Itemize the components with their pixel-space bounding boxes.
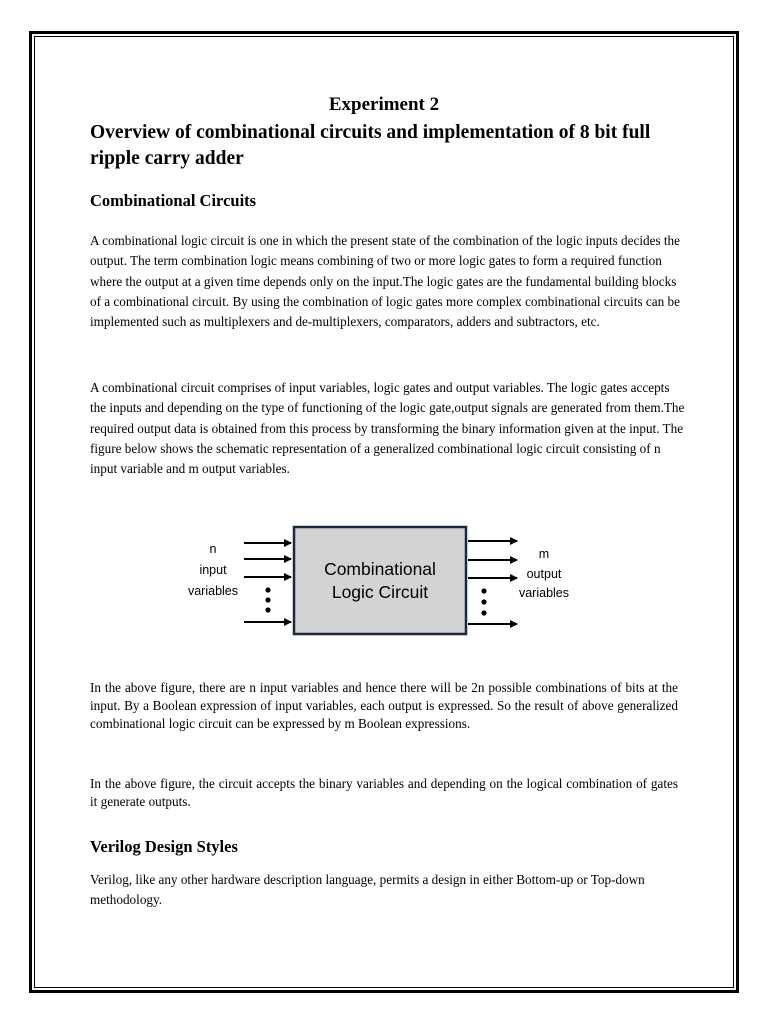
- output-ellipsis-dots: [481, 588, 486, 615]
- main-title: Overview of combinational circuits and implementation of 8 bit full ripple carry adder: [90, 122, 651, 169]
- paragraph-1: A combinational logic circuit is one in which the present state of the combination of the logic inputs decides the output. The term combination logic means combining of two or more logic gates to form a required function where the output at a given time depends only on the input.The logic gates are the fundamental building blocks of a combinational circuit. By using the combination of logic gates more complex combinational circuits can be implemented such as multiplexers and de-multiplexers, comparators, adders and subtractors, etc.: [90, 233, 680, 330]
- output-label-m: m: [538, 547, 550, 561]
- paragraph-3: In the above figure, there are n input variables and hence there will be 2n possible combinations of bits at the input. By a Boolean expression of input variables, each output is expressed. So the result of above generalized combinational logic circuit can be expressed by m Boolean expressions.: [90, 680, 678, 732]
- paragraph-5: Verilog, like any other hardware description language, permits a design in either Bottom-up or Top-down methodology.: [90, 872, 645, 908]
- input-ellipsis-dots: [265, 587, 270, 612]
- output-label-output: output: [526, 567, 562, 581]
- input-label-variables: variables: [187, 584, 239, 598]
- output-arrows: [468, 541, 517, 624]
- paragraph-2: A combinational circuit comprises of input variables, logic gates and output variables. The logic gates accepts the inputs and depending on the type of functioning of the logic gate,output signals are generated from them.The required output data is obtained from this process by transforming the binary information given at the input. The figure below shows the schematic representation of a generalized combinational logic circuit consisting of n input variable and m output variables.: [90, 380, 685, 477]
- block-label-line2: Logic Circuit: [331, 582, 429, 602]
- input-label-input: input: [199, 563, 227, 577]
- experiment-title: Experiment 2: [328, 94, 440, 115]
- output-label-variables: variables: [518, 586, 570, 600]
- logic-block: [294, 527, 466, 634]
- section-heading-verilog: Verilog Design Styles: [90, 837, 238, 856]
- combinational-circuit-diagram: [184, 520, 584, 640]
- paragraph-4: In the above figure, the circuit accepts the binary variables and depending on the logical combination of gates it generate outputs.: [90, 776, 678, 810]
- block-label-line1: Combinational: [324, 559, 436, 579]
- input-label-n: n: [209, 542, 217, 556]
- section-heading-combinational: Combinational Circuits: [90, 191, 257, 210]
